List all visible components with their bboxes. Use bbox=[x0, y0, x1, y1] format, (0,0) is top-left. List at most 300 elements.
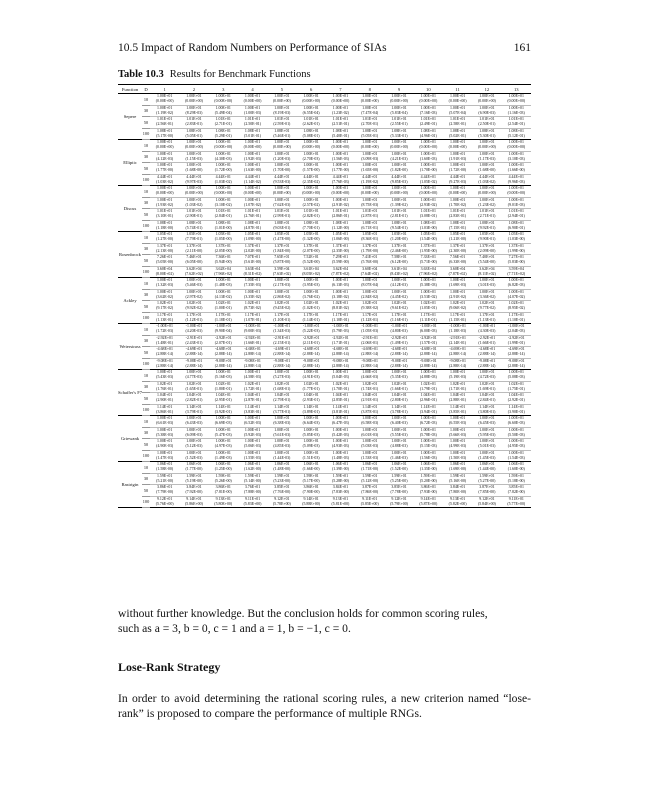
mean-cell: 1.37E+01 bbox=[362, 243, 378, 248]
std-cell: (6.60E-03) bbox=[502, 421, 531, 427]
mean-cell: -1.00E+01 bbox=[244, 324, 261, 328]
mean-cell: 4.44E+01 bbox=[479, 174, 495, 179]
mean-cell: -2.92E+01 bbox=[478, 335, 496, 340]
std-cell: (1.71E-01) bbox=[443, 387, 472, 393]
std-cell: (0.00E+00) bbox=[209, 99, 238, 105]
function-name: Griewank bbox=[118, 416, 142, 462]
mean-cell: -2.91E+01 bbox=[185, 335, 203, 340]
mean-cell: 1.08E+01 bbox=[303, 128, 319, 133]
mean-cell: 1.00E+01 bbox=[303, 140, 319, 144]
mean-cell: 1.02E+01 bbox=[420, 381, 436, 386]
std-cell: (4.85E-03) bbox=[267, 444, 296, 450]
std-cell: (1.68E-01) bbox=[267, 387, 296, 393]
mean-cell: 1.08E+01 bbox=[274, 220, 290, 225]
mean-cell: 1.00E+01 bbox=[157, 186, 173, 190]
std-cell: (1.66E-01) bbox=[384, 387, 413, 393]
header-col-11: 11 bbox=[443, 85, 472, 94]
mean-cell: -4.68E+01 bbox=[214, 347, 232, 351]
std-cell: (4.72E-03) bbox=[472, 375, 501, 381]
mean-cell: 1.00E+01 bbox=[215, 163, 231, 167]
std-cell: (2.86E-01) bbox=[326, 214, 355, 220]
std-cell: (5.81E+00) bbox=[326, 502, 355, 508]
std-cell: (0.00E+00) bbox=[326, 145, 355, 151]
std-cell: (5.07E-04) bbox=[443, 111, 472, 117]
mean-cell: 1.00E+01 bbox=[332, 278, 349, 282]
mean-cell: -2.92E+01 bbox=[507, 335, 525, 340]
std-cell: (1.51E-03) bbox=[296, 456, 325, 462]
mean-cell: 1.08E+01 bbox=[274, 128, 290, 133]
mean-cell: 1.08E+01 bbox=[449, 220, 466, 225]
mean-cell: 7.33E+01 bbox=[420, 255, 436, 259]
std-cell: (2.88E-14) bbox=[384, 352, 413, 358]
std-cell: (5.46E-03) bbox=[179, 283, 208, 289]
std-cell: (5.85E+00) bbox=[355, 502, 384, 508]
mean-cell: 1.00E+01 bbox=[362, 140, 378, 144]
std-cell: (5.38E-03) bbox=[150, 433, 179, 439]
std-cell: (1.75E-01) bbox=[502, 387, 531, 393]
mean-cell: 1.08E+01 bbox=[244, 220, 261, 225]
mean-cell: 1.00E+01 bbox=[303, 427, 319, 432]
std-cell: (0.00E+00) bbox=[414, 191, 443, 197]
std-cell: (5.27E-03) bbox=[267, 375, 296, 381]
std-cell: (2.71E-01) bbox=[472, 214, 501, 220]
std-cell: (1.76E-01) bbox=[150, 387, 179, 393]
std-cell: (1.18E-01) bbox=[209, 318, 238, 324]
std-cell: (9.53E-03) bbox=[267, 180, 296, 186]
mean-cell: 1.14E+01 bbox=[303, 404, 319, 409]
mean-cell: 1.00E+01 bbox=[274, 186, 290, 190]
std-cell: (5.66E-03) bbox=[443, 433, 472, 439]
mean-cell: 1.00E+01 bbox=[362, 450, 378, 455]
std-cell: (2.09E-00) bbox=[472, 249, 501, 255]
std-cell: (5.47E-03) bbox=[209, 433, 238, 439]
mean-cell: -2.92E+01 bbox=[244, 335, 261, 340]
std-cell: (0.00E+00) bbox=[384, 145, 413, 151]
mean-cell: 1.00E+01 bbox=[303, 370, 319, 374]
std-cell: (1.14E-02) bbox=[238, 180, 267, 186]
mean-cell: 1.59E+01 bbox=[508, 473, 524, 478]
std-cell: (0.00E+00) bbox=[355, 145, 384, 151]
mean-cell: 4.44E+01 bbox=[508, 174, 524, 179]
std-cell: (0.00E+00) bbox=[209, 145, 238, 151]
mean-cell: 3.86E+01 bbox=[157, 485, 173, 489]
std-cell: (5.22E-03) bbox=[296, 329, 325, 335]
paragraph-1-line-1: without further knowledge. But the conclusion holds for common scoring rules, bbox=[118, 607, 488, 620]
std-cell: (1.71E-00) bbox=[355, 467, 384, 473]
std-cell: (1.15E-03) bbox=[179, 157, 208, 163]
std-cell: (9.92E-01) bbox=[472, 226, 501, 232]
std-cell: (5.74E-01) bbox=[179, 226, 208, 232]
mean-cell: 3.86E+01 bbox=[303, 485, 319, 489]
std-cell: (1.57E-00) bbox=[296, 168, 325, 174]
std-cell: (1.34E-03) bbox=[267, 329, 296, 335]
std-cell: (5.80E+00) bbox=[209, 502, 238, 508]
mean-cell: -4.68E+01 bbox=[390, 347, 408, 351]
std-cell: (3.79E-01) bbox=[179, 410, 208, 416]
std-cell: (4.80E-03) bbox=[384, 329, 413, 335]
std-cell: (1.03E-00) bbox=[414, 226, 443, 232]
mean-cell: 1.01E+01 bbox=[508, 209, 524, 213]
mean-cell: 1.00E+01 bbox=[391, 186, 407, 190]
mean-cell: -1.00E+01 bbox=[332, 324, 349, 328]
mean-cell: 1.08E+01 bbox=[186, 128, 202, 133]
std-cell: (2.88E-14) bbox=[238, 364, 267, 370]
std-cell: (5.01E-03) bbox=[472, 444, 501, 450]
mean-cell: 1.00E+01 bbox=[420, 140, 436, 144]
mean-cell: 1.59E+01 bbox=[274, 473, 290, 478]
std-cell: (1.69E-00) bbox=[443, 467, 472, 473]
mean-cell: 1.59E+01 bbox=[244, 473, 261, 478]
mean-cell: 1.00E+01 bbox=[244, 186, 261, 190]
mean-cell: 1.00E+01 bbox=[244, 278, 261, 282]
std-cell: (2.93E-01) bbox=[296, 398, 325, 404]
mean-cell: 1.00E+01 bbox=[244, 140, 261, 144]
std-cell: (5.28E-00) bbox=[326, 479, 355, 485]
mean-cell: 1.02E+01 bbox=[449, 301, 466, 305]
std-cell: (1.62E-00) bbox=[238, 467, 267, 473]
std-cell: (7.80E-00) bbox=[443, 490, 472, 496]
std-cell: (5.76E-00) bbox=[355, 260, 384, 266]
std-cell: (9.85E-03) bbox=[384, 180, 413, 186]
std-cell: (1.52E-03) bbox=[179, 456, 208, 462]
std-cell: (5.16E-03) bbox=[209, 375, 238, 381]
std-cell: (6.69E-03) bbox=[209, 421, 238, 427]
std-cell: (0.00E+00) bbox=[179, 99, 208, 105]
mean-cell: 1.00E+01 bbox=[332, 450, 349, 455]
mean-cell: 9.14E+01 bbox=[303, 496, 319, 501]
mean-cell: 1.00E+01 bbox=[508, 163, 524, 167]
mean-cell: 1.08E+01 bbox=[215, 128, 231, 133]
table-caption-text: Results for Benchmark Functions bbox=[169, 69, 311, 80]
mean-cell: 1.00E+01 bbox=[479, 163, 495, 167]
mean-cell: 1.00E+01 bbox=[274, 197, 290, 202]
mean-cell: 1.00E+01 bbox=[449, 289, 466, 294]
dimension-cell: 10 bbox=[142, 370, 150, 382]
function-name: Ackley bbox=[118, 278, 142, 324]
mean-cell: 1.01E+01 bbox=[215, 209, 231, 213]
dimension-cell: 10 bbox=[142, 462, 150, 474]
mean-cell: 1.00E+01 bbox=[391, 416, 407, 420]
mean-cell: 1.14E+01 bbox=[244, 404, 261, 409]
std-cell: (5.59E-00) bbox=[326, 260, 355, 266]
mean-cell: 1.05E+01 bbox=[274, 232, 290, 236]
std-cell: (2.97E-02) bbox=[179, 295, 208, 301]
std-cell: (5.71E-00) bbox=[414, 260, 443, 266]
std-cell: (2.88E-14) bbox=[472, 352, 501, 358]
dimension-cell: 100 bbox=[142, 220, 150, 232]
mean-cell: 1.00E+01 bbox=[244, 163, 261, 167]
std-cell: (3.86E-01) bbox=[150, 410, 179, 416]
dimension-cell: 30 bbox=[142, 105, 150, 117]
std-cell: (9.96E-03) bbox=[502, 180, 531, 186]
std-cell: (0.00E+00) bbox=[355, 191, 384, 197]
std-cell: (5.77E+00) bbox=[502, 502, 531, 508]
std-cell: (4.97E-03) bbox=[209, 444, 238, 450]
mean-cell: 1.04E+01 bbox=[391, 393, 407, 397]
mean-cell: 1.02E+01 bbox=[449, 381, 466, 386]
dimension-cell: 30 bbox=[142, 427, 150, 439]
mean-cell: 1.00E+01 bbox=[508, 450, 524, 455]
mean-cell: 1.08E+01 bbox=[479, 128, 495, 133]
std-cell: (1.32E-03) bbox=[150, 283, 179, 289]
std-cell: (2.13E-00) bbox=[150, 249, 179, 255]
mean-cell: 1.00E+01 bbox=[215, 186, 231, 190]
mean-cell: 1.02E+01 bbox=[303, 301, 319, 305]
std-cell: (0.00E+00) bbox=[150, 145, 179, 151]
std-cell: (1.05E-00) bbox=[209, 237, 238, 243]
std-cell: (1.19E-02) bbox=[150, 111, 179, 117]
std-cell: (5.17E-00) bbox=[150, 134, 179, 140]
mean-cell: 1.00E+01 bbox=[157, 450, 173, 455]
std-cell: (1.54E-03) bbox=[502, 456, 531, 462]
std-cell: (2.82E-01) bbox=[296, 214, 325, 220]
mean-cell: 1.01E+01 bbox=[420, 117, 436, 121]
mean-cell: 1.00E+01 bbox=[332, 427, 349, 432]
std-cell: (4.88E-03) bbox=[384, 444, 413, 450]
std-cell: (1.70E-00) bbox=[267, 168, 296, 174]
std-cell: (2.80E-01) bbox=[384, 398, 413, 404]
std-cell: (5.18E-00) bbox=[502, 479, 531, 485]
std-cell: (1.23E-02) bbox=[472, 203, 501, 209]
std-cell: (1.68E-00) bbox=[179, 168, 208, 174]
header-col-12: 12 bbox=[472, 85, 501, 94]
mean-cell: 1.59E+01 bbox=[332, 473, 349, 478]
dimension-cell: 100 bbox=[142, 496, 150, 508]
std-cell: (1.39E-02) bbox=[384, 203, 413, 209]
mean-cell: 1.00E+01 bbox=[391, 151, 407, 156]
dimension-cell: 50 bbox=[142, 209, 150, 221]
std-cell: (1.21E-00) bbox=[443, 237, 472, 243]
std-cell: (4.13E-02) bbox=[209, 295, 238, 301]
mean-cell: 1.00E+01 bbox=[332, 416, 349, 420]
std-cell: (4.30E-03) bbox=[472, 329, 501, 335]
mean-cell: 1.00E+01 bbox=[479, 427, 495, 432]
mean-cell: 4.44E+01 bbox=[332, 174, 349, 179]
mean-cell: 1.00E+01 bbox=[362, 416, 378, 420]
std-cell: (2.49E-01) bbox=[414, 122, 443, 128]
mean-cell: 1.00E+01 bbox=[508, 186, 524, 190]
mean-cell: 1.00E+01 bbox=[244, 439, 261, 443]
std-cell: (1.74E-01) bbox=[355, 387, 384, 393]
mean-cell: 1.01E+01 bbox=[244, 117, 261, 121]
mean-cell: 9.13E+01 bbox=[215, 496, 231, 501]
mean-cell: 1.02E+01 bbox=[332, 301, 349, 305]
mean-cell: 1.59E+01 bbox=[303, 473, 319, 478]
std-cell: (8.00E+02) bbox=[150, 272, 179, 278]
std-cell: (8.36E-01) bbox=[355, 237, 384, 243]
mean-cell: 9.12E+01 bbox=[391, 496, 407, 501]
std-cell: (4.30E-03) bbox=[209, 157, 238, 163]
function-name: Schaffer's F7 bbox=[118, 370, 142, 416]
mean-cell: 1.04E+01 bbox=[244, 393, 261, 397]
results-table bbox=[118, 84, 531, 508]
mean-cell: 1.00E+01 bbox=[274, 450, 290, 455]
std-cell: (4.95E-03) bbox=[502, 444, 531, 450]
std-cell: (5.46E-01) bbox=[267, 134, 296, 140]
std-cell: (1.18E-00) bbox=[150, 226, 179, 232]
mean-cell: 1.00E+01 bbox=[362, 197, 378, 202]
mean-cell: -4.68E+01 bbox=[302, 347, 320, 351]
std-cell: (3.10E-01) bbox=[150, 214, 179, 220]
std-cell: (1.10E-01) bbox=[326, 318, 355, 324]
mean-cell: 1.02E+01 bbox=[332, 381, 349, 386]
mean-cell: 3.84E+01 bbox=[332, 485, 349, 489]
mean-cell: 9.12E+01 bbox=[157, 496, 173, 501]
std-cell: (1.01E-00) bbox=[209, 226, 238, 232]
mean-cell: 1.01E+01 bbox=[332, 209, 349, 213]
std-cell: (2.88E-14) bbox=[296, 364, 325, 370]
mean-cell: 1.08E+01 bbox=[449, 128, 466, 133]
mean-cell: 1.14E+01 bbox=[186, 404, 202, 409]
mean-cell: 1.04E+01 bbox=[508, 393, 524, 397]
mean-cell: 1.01E+01 bbox=[303, 209, 319, 213]
dimension-cell: 50 bbox=[142, 485, 150, 497]
mean-cell: 3.63E+04 bbox=[420, 266, 436, 271]
std-cell: (2.35E-02) bbox=[296, 180, 325, 186]
std-cell: (2.91E-02) bbox=[443, 295, 472, 301]
mean-cell: 1.02E+01 bbox=[157, 381, 173, 386]
mean-cell: 1.04E+01 bbox=[420, 393, 436, 397]
header-col-2: 2 bbox=[179, 85, 208, 94]
mean-cell: 1.06E+01 bbox=[332, 462, 349, 466]
mean-cell: 1.14E+01 bbox=[215, 404, 231, 409]
std-cell: (4.93E-03) bbox=[326, 444, 355, 450]
std-cell: (4.21E-03) bbox=[384, 157, 413, 163]
mean-cell: -9.08E+01 bbox=[244, 358, 261, 363]
std-cell: (2.30E-00) bbox=[443, 249, 472, 255]
mean-cell: 1.00E+01 bbox=[391, 140, 407, 144]
std-cell: (5.61E-00) bbox=[238, 260, 267, 266]
mean-cell: 1.00E+01 bbox=[274, 278, 290, 282]
mean-cell: 1.00E+01 bbox=[508, 197, 524, 202]
mean-cell: 1.14E+01 bbox=[420, 404, 436, 409]
mean-cell: 1.01E+01 bbox=[186, 209, 202, 213]
mean-cell: 3.87E+01 bbox=[479, 485, 495, 489]
std-cell: (8.81E-02) bbox=[326, 306, 355, 312]
std-cell: (2.04E-03) bbox=[502, 329, 531, 335]
mean-cell: 1.04E+01 bbox=[332, 393, 349, 397]
std-cell: (1.00E-01) bbox=[209, 306, 238, 312]
std-cell: (3.94E-01) bbox=[414, 410, 443, 416]
mean-cell: 3.63E+04 bbox=[244, 266, 261, 271]
std-cell: (5.29E-01) bbox=[209, 134, 238, 140]
mean-cell: 1.00E+01 bbox=[391, 439, 407, 443]
std-cell: (3.18E-02) bbox=[326, 295, 355, 301]
mean-cell: -9.08E+01 bbox=[449, 358, 466, 363]
std-cell: (6.05E-00) bbox=[179, 260, 208, 266]
mean-cell: 1.14E+01 bbox=[332, 404, 349, 409]
mean-cell: 7.56E+01 bbox=[449, 255, 466, 259]
mean-cell: 7.26E+01 bbox=[157, 255, 173, 259]
std-cell: (5.83E+00) bbox=[238, 502, 267, 508]
std-cell: (2.93E-02) bbox=[414, 203, 443, 209]
function-name: Weierstrass bbox=[118, 324, 142, 370]
std-cell: (1.23E-02) bbox=[326, 111, 355, 117]
std-cell: (1.09E-00) bbox=[238, 237, 267, 243]
std-cell: (5.17E-00) bbox=[296, 479, 325, 485]
mean-cell: 1.01E+01 bbox=[274, 209, 290, 213]
function-name: Discus bbox=[118, 186, 142, 232]
std-cell: (3.08E-01) bbox=[414, 214, 443, 220]
std-cell: (3.77E-01) bbox=[267, 410, 296, 416]
dimension-cell: 30 bbox=[142, 381, 150, 393]
mean-cell: 9.12E+01 bbox=[274, 496, 290, 501]
std-cell: (2.86E-02) bbox=[267, 295, 296, 301]
header-col-7: 7 bbox=[326, 85, 355, 94]
std-cell: (7.62E-03) bbox=[267, 203, 296, 209]
std-cell: (3.81E-01) bbox=[326, 410, 355, 416]
std-cell: (6.33E-00) bbox=[443, 260, 472, 266]
std-cell: (3.80E-01) bbox=[472, 410, 501, 416]
mean-cell: 1.02E+01 bbox=[362, 381, 378, 386]
std-cell: (9.90E-01) bbox=[472, 237, 501, 243]
std-cell: (0.00E+00) bbox=[238, 145, 267, 151]
std-cell: (6.58E-03) bbox=[355, 421, 384, 427]
std-cell: (5.19E-00) bbox=[179, 479, 208, 485]
mean-cell: 1.14E+01 bbox=[362, 404, 378, 409]
std-cell: (1.10E-01) bbox=[267, 318, 296, 324]
std-cell: (2.91E-02) bbox=[326, 203, 355, 209]
dimension-cell: 30 bbox=[142, 473, 150, 485]
mean-cell: 1.02E+01 bbox=[274, 381, 290, 386]
mean-cell: 4.44E+01 bbox=[449, 174, 466, 179]
mean-cell: 4.44E+01 bbox=[274, 174, 290, 179]
mean-cell: 1.02E+01 bbox=[157, 301, 173, 305]
mean-cell: 3.87E+01 bbox=[362, 485, 378, 489]
mean-cell: 3.85E+01 bbox=[274, 485, 290, 489]
std-cell: (5.84E+00) bbox=[472, 502, 501, 508]
mean-cell: 1.00E+01 bbox=[215, 427, 231, 432]
mean-cell: 1.08E+01 bbox=[508, 128, 524, 133]
std-cell: (5.12E-03) bbox=[179, 444, 208, 450]
std-cell: (1.92E-03) bbox=[238, 157, 267, 163]
mean-cell: 1.17E+01 bbox=[449, 312, 466, 317]
mean-cell: 3.76E+01 bbox=[244, 485, 261, 489]
mean-cell: 1.00E+01 bbox=[449, 370, 466, 374]
std-cell: (4.77E-03) bbox=[179, 375, 208, 381]
std-cell: (1.48E-03) bbox=[326, 456, 355, 462]
mean-cell: 1.00E+01 bbox=[449, 105, 466, 110]
mean-cell: 1.00E+01 bbox=[157, 105, 173, 110]
std-cell: (6.90E-01) bbox=[502, 226, 531, 232]
std-cell: (5.50E-03) bbox=[502, 433, 531, 439]
std-cell: (1.65E-01) bbox=[179, 387, 208, 393]
mean-cell: 1.00E+01 bbox=[420, 105, 436, 110]
std-cell: (7.35E-03) bbox=[238, 283, 267, 289]
mean-cell: 1.00E+01 bbox=[420, 186, 436, 190]
mean-cell: 4.44E+01 bbox=[157, 174, 173, 179]
std-cell: (2.99E-01) bbox=[267, 214, 296, 220]
std-cell: (5.16E-00) bbox=[443, 479, 472, 485]
mean-cell: 1.00E+01 bbox=[157, 439, 173, 443]
std-cell: (2.94E-01) bbox=[502, 214, 531, 220]
std-cell: (5.95E-03) bbox=[472, 433, 501, 439]
std-cell: (5.26E-00) bbox=[209, 479, 238, 485]
std-cell: (2.88E-14) bbox=[238, 352, 267, 358]
mean-cell: 1.00E+01 bbox=[420, 289, 436, 294]
std-cell: (5.12E-00) bbox=[355, 479, 384, 485]
mean-cell: 1.08E+01 bbox=[479, 220, 495, 225]
std-cell: (2.88E-14) bbox=[443, 352, 472, 358]
mean-cell: 1.08E+01 bbox=[157, 128, 173, 133]
mean-cell: 1.00E+01 bbox=[362, 439, 378, 443]
mean-cell: 1.17E+01 bbox=[186, 312, 202, 317]
std-cell: (5.12E-01) bbox=[502, 134, 531, 140]
mean-cell: 9.14E+01 bbox=[420, 496, 436, 501]
mean-cell: 1.00E+01 bbox=[391, 94, 407, 98]
std-cell: (1.77E-00) bbox=[179, 467, 208, 473]
mean-cell: 1.00E+01 bbox=[274, 289, 290, 294]
